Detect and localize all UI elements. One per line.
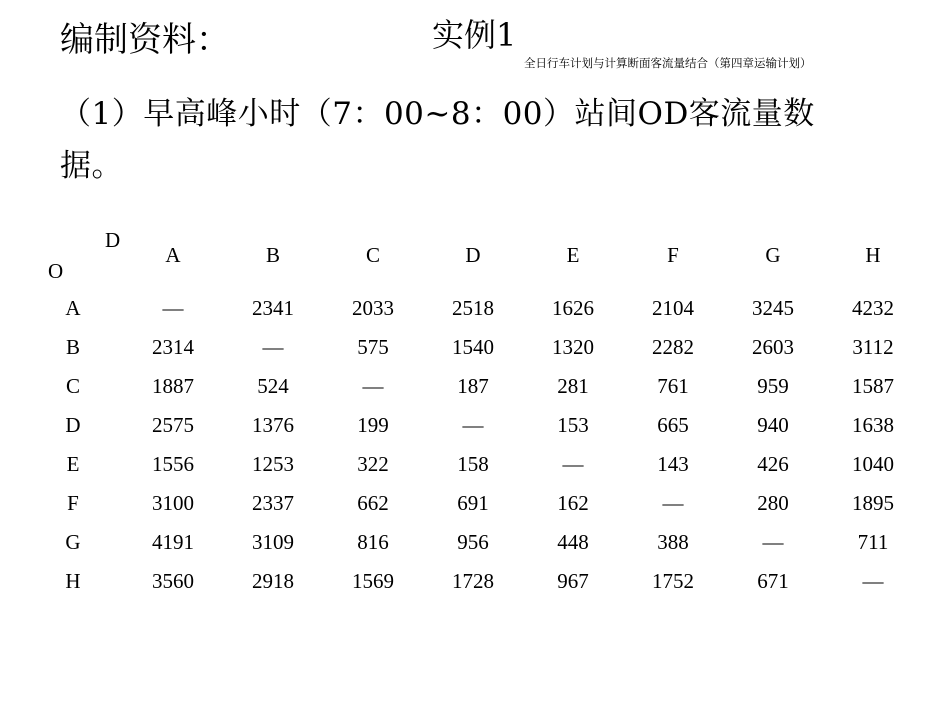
column-header-c: C <box>365 243 380 267</box>
column-header-d: D <box>465 243 481 267</box>
column-header-b: B <box>265 243 280 267</box>
od-cell: 4191 <box>152 530 194 554</box>
od-cell: — <box>262 335 284 359</box>
od-cell: 1320 <box>552 335 594 359</box>
od-cell: 665 <box>657 413 689 437</box>
od-cell: 448 <box>557 530 589 554</box>
column-header-a: A <box>165 243 181 267</box>
od-cell: 2518 <box>452 296 494 320</box>
od-cell: 2341 <box>252 296 294 320</box>
od-cell: 426 <box>757 452 789 476</box>
od-cell: 3245 <box>752 296 794 320</box>
od-cell: 1728 <box>452 569 494 593</box>
od-cell: 1638 <box>852 413 894 437</box>
od-cell: — <box>862 569 884 593</box>
row-header-g: G <box>65 530 81 554</box>
od-cell: 1752 <box>652 569 694 593</box>
od-cell: 956 <box>457 530 489 554</box>
row-header-c: C <box>65 374 80 398</box>
od-cell: 143 <box>657 452 689 476</box>
od-cell: 761 <box>657 374 689 398</box>
description-line-2: 据。 <box>60 148 123 184</box>
row-header-f: F <box>67 491 79 515</box>
od-cell: 388 <box>657 530 689 554</box>
od-cell: 2603 <box>752 335 794 359</box>
od-cell: 711 <box>857 530 889 554</box>
od-cell: 940 <box>757 413 789 437</box>
od-cell: 2033 <box>352 296 394 320</box>
description-text <box>60 88 890 192</box>
column-header-g: G <box>765 243 781 267</box>
heading-label: 编制资料： <box>60 20 230 60</box>
od-cell: 162 <box>557 491 589 515</box>
row-header-b: B <box>65 335 80 359</box>
od-cell: — <box>362 374 384 398</box>
row-header-h: H <box>65 569 81 593</box>
od-cell: 2575 <box>152 413 194 437</box>
od-cell: 1887 <box>152 374 194 398</box>
od-cell: 1040 <box>852 452 894 476</box>
od-cell: 816 <box>357 530 389 554</box>
od-cell: 575 <box>357 335 389 359</box>
od-cell: 691 <box>457 491 489 515</box>
od-cell: 199 <box>357 413 389 437</box>
od-cell: 1556 <box>152 452 194 476</box>
od-cell: 3100 <box>152 491 194 515</box>
od-cell: 1540 <box>452 335 494 359</box>
corner-destination-label: D <box>105 228 121 252</box>
od-cell: — <box>762 530 784 554</box>
column-header-e: E <box>566 243 580 267</box>
od-cell: 153 <box>557 413 589 437</box>
od-cell: 2918 <box>252 569 294 593</box>
od-cell: 3112 <box>852 335 894 359</box>
description-line-1: （1）早高峰小时（7：00~8：00）站间OD客流量数 <box>60 96 815 132</box>
od-cell: 1626 <box>552 296 594 320</box>
od-cell: 280 <box>757 491 789 515</box>
od-cell: 959 <box>757 374 789 398</box>
od-cell: 322 <box>357 452 389 476</box>
od-cell: 281 <box>557 374 589 398</box>
od-cell: 2104 <box>652 296 694 320</box>
od-cell: 158 <box>457 452 489 476</box>
row-header-a: A <box>65 296 81 320</box>
corner-origin-label: O <box>48 259 64 283</box>
column-header-h: H <box>865 243 881 267</box>
od-cell: 1376 <box>252 413 294 437</box>
od-cell: — <box>462 413 484 437</box>
od-cell: 1895 <box>852 491 894 515</box>
od-matrix-table <box>30 225 930 605</box>
od-cell: — <box>662 491 684 515</box>
od-cell: — <box>562 452 584 476</box>
od-cell: 3560 <box>152 569 194 593</box>
slide-title: 实例1 <box>432 16 517 54</box>
slide-subtitle: 全日行车计划与计算断面客流量结合（第四章运输计划） <box>524 56 812 70</box>
row-header-d: D <box>65 413 81 437</box>
od-cell: 524 <box>257 374 289 398</box>
od-cell: 3109 <box>252 530 294 554</box>
od-cell: 2282 <box>652 335 694 359</box>
od-cell: — <box>162 296 184 320</box>
od-cell: 4232 <box>852 296 894 320</box>
od-cell: 1569 <box>352 569 394 593</box>
od-cell: 2314 <box>152 335 194 359</box>
od-cell: 187 <box>457 374 489 398</box>
od-cell: 671 <box>757 569 789 593</box>
od-cell: 662 <box>357 491 389 515</box>
od-cell: 2337 <box>252 491 294 515</box>
row-header-e: E <box>66 452 80 476</box>
od-cell: 967 <box>557 569 589 593</box>
column-header-f: F <box>667 243 679 267</box>
od-cell: 1253 <box>252 452 294 476</box>
od-cell: 1587 <box>852 374 894 398</box>
